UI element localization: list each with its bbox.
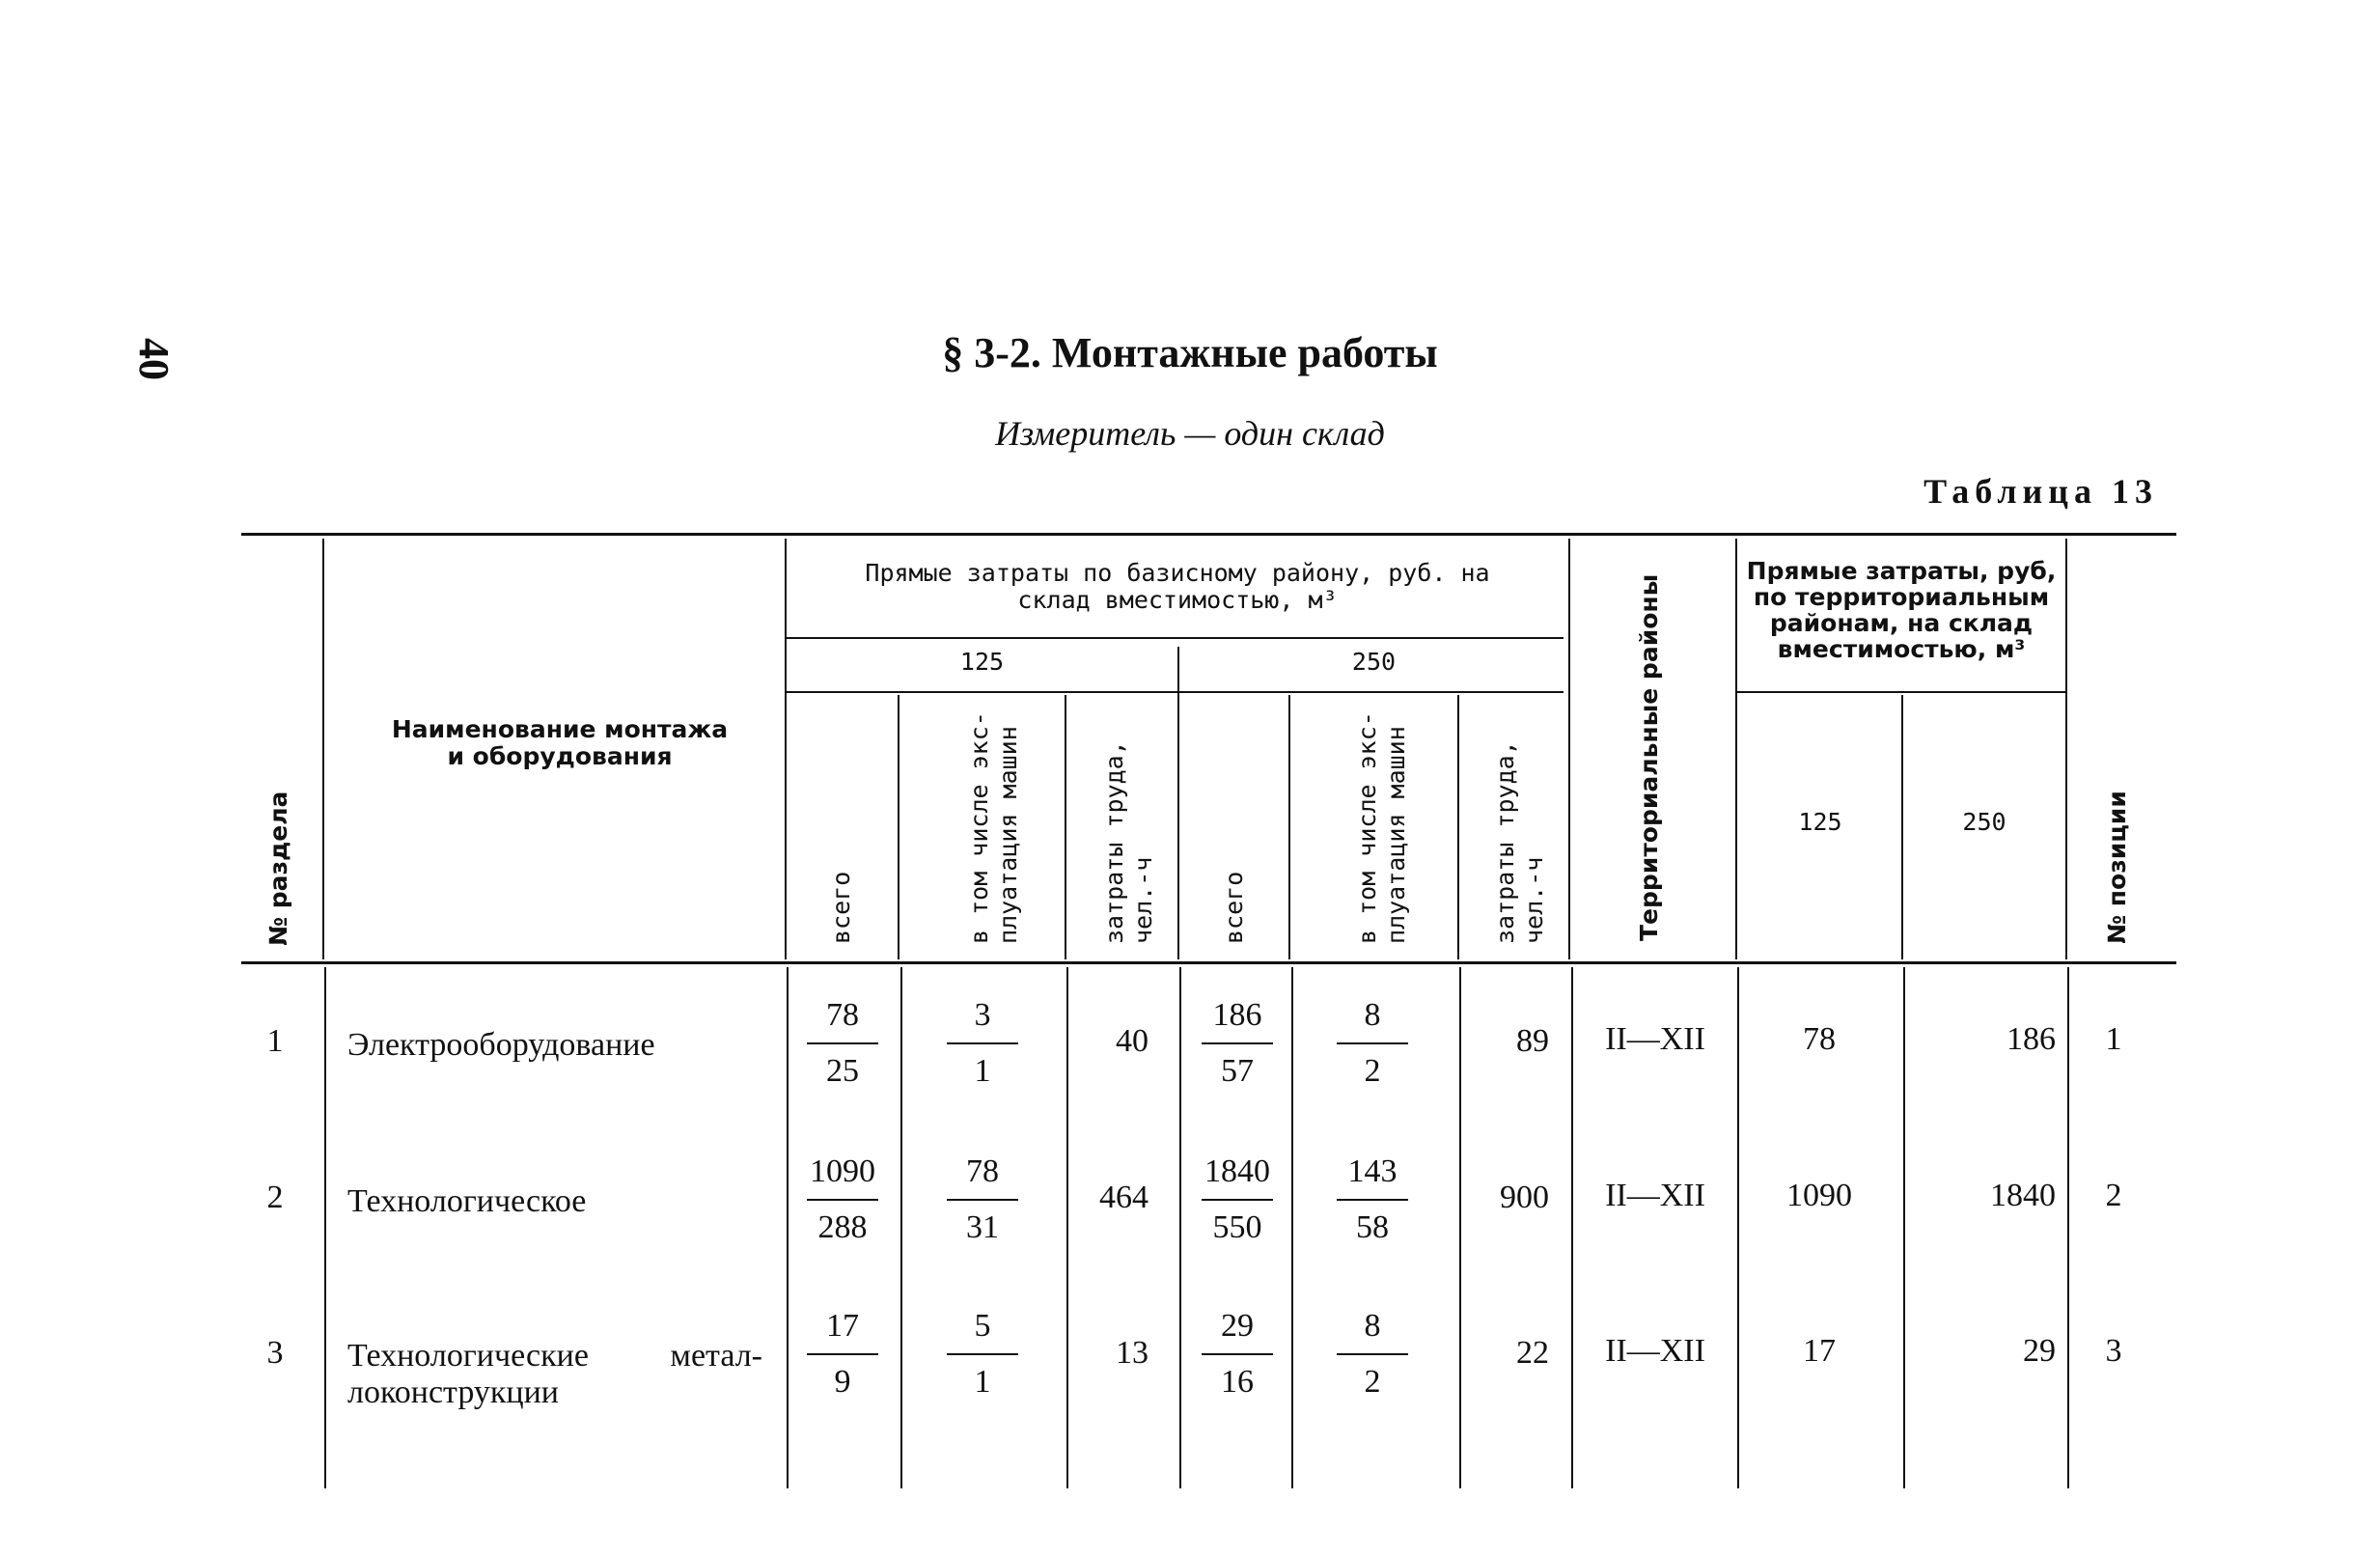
header-capacity-125: 125 bbox=[959, 648, 1005, 676]
row-position: 3 bbox=[2105, 1333, 2122, 1369]
row-name: Технологические метал-локонструкции bbox=[347, 1338, 762, 1410]
row-position: 1 bbox=[2105, 1021, 2122, 1057]
header-machine-ops-125: в том числе экс-плуатация машин bbox=[965, 711, 1022, 944]
c125-total: 78 25 bbox=[799, 994, 886, 1093]
c125-total: 17 9 bbox=[799, 1305, 886, 1403]
header-capacity-250: 250 bbox=[1351, 648, 1397, 676]
c125-labor: 464 bbox=[1099, 1180, 1148, 1215]
row-reg-250: 186 bbox=[2006, 1021, 2056, 1057]
c125-labor: 13 bbox=[1116, 1335, 1148, 1371]
row-section: 1 bbox=[266, 1023, 284, 1059]
c125-machine: 78 31 bbox=[939, 1151, 1026, 1249]
row-reg-125: 1090 bbox=[1786, 1178, 1852, 1213]
c125-machine: 5 1 bbox=[939, 1305, 1026, 1403]
header-position-no: № позиции bbox=[2103, 791, 2131, 944]
c250-total: 186 57 bbox=[1194, 994, 1281, 1093]
header-name: Наименование монтажа и оборудования bbox=[391, 715, 729, 770]
c250-labor: 900 bbox=[1500, 1180, 1549, 1215]
header-labor-125: затраты труда, чел.-ч bbox=[1100, 740, 1157, 944]
c250-total: 1840 550 bbox=[1194, 1151, 1281, 1249]
section-title: § 3-2. Монтажные работы bbox=[942, 329, 1438, 376]
row-reg-250: 1840 bbox=[1990, 1178, 2056, 1213]
c250-machine: 143 58 bbox=[1329, 1151, 1416, 1249]
c250-labor: 22 bbox=[1516, 1335, 1549, 1371]
header-regions: Территориальные районы bbox=[1635, 573, 1663, 941]
row-position: 2 bbox=[2105, 1178, 2122, 1213]
header-labor-250: затраты труда, чел.-ч bbox=[1491, 740, 1548, 944]
table-label: Таблица 13 bbox=[1923, 472, 2158, 511]
header-base-costs: Прямые затраты по базисному району, руб. на склад вместимостью, м³ bbox=[865, 559, 1490, 614]
header-regional-costs: Прямые затраты, руб, по территориальным районам, на склад вместимостью, м³ bbox=[1746, 557, 2057, 663]
row-section: 3 bbox=[266, 1335, 284, 1371]
row-reg-125: 78 bbox=[1803, 1021, 1836, 1057]
row-name: Электрооборудование bbox=[347, 1027, 655, 1063]
page-number: 40 bbox=[130, 338, 178, 380]
c250-total: 29 16 bbox=[1194, 1305, 1281, 1403]
row-section: 2 bbox=[266, 1180, 284, 1215]
c250-labor: 89 bbox=[1516, 1023, 1549, 1059]
row-regions: II—XII bbox=[1605, 1178, 1705, 1213]
row-reg-250: 29 bbox=[2023, 1333, 2056, 1369]
header-total-125: всего bbox=[827, 871, 855, 944]
header-machine-ops-250: в том числе экс-плуатация машин bbox=[1353, 711, 1410, 944]
header-reg-250: 250 bbox=[1962, 808, 2006, 836]
row-regions: II—XII bbox=[1605, 1021, 1705, 1057]
measurement-unit: Измеритель — один склад bbox=[995, 414, 1385, 453]
c125-total: 1090 288 bbox=[799, 1151, 886, 1249]
row-name: Технологическое bbox=[347, 1183, 587, 1219]
row-regions: II—XII bbox=[1605, 1333, 1705, 1369]
header-section-no: № раздела bbox=[264, 791, 292, 946]
row-reg-125: 17 bbox=[1803, 1333, 1836, 1369]
c125-labor: 40 bbox=[1116, 1023, 1148, 1059]
c250-machine: 8 2 bbox=[1329, 1305, 1416, 1403]
header-total-250: всего bbox=[1220, 871, 1248, 944]
c250-machine: 8 2 bbox=[1329, 994, 1416, 1093]
c125-machine: 3 1 bbox=[939, 994, 1026, 1093]
header-reg-125: 125 bbox=[1798, 808, 1842, 836]
